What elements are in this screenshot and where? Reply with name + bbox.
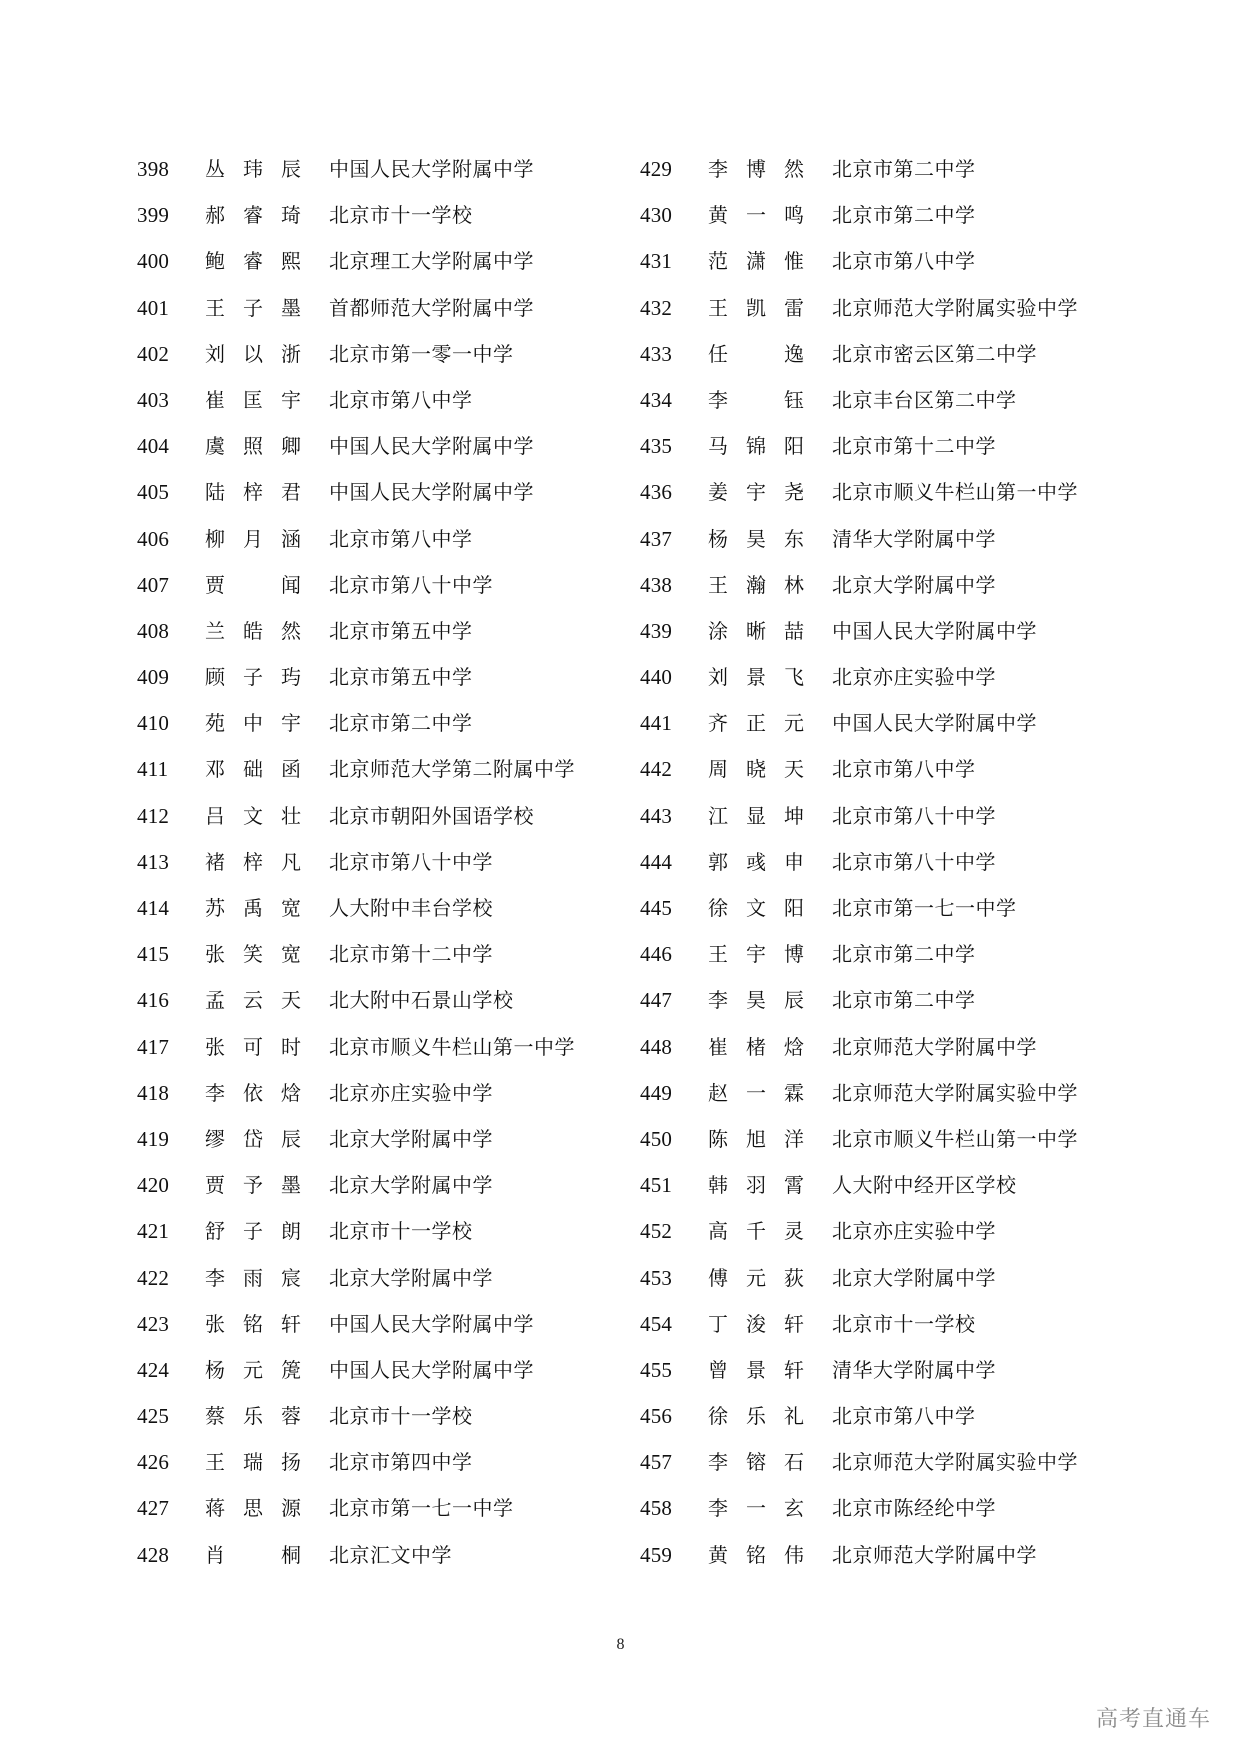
school-name: 北京市第八十中学 <box>832 803 996 828</box>
entry-number: 430 <box>640 203 673 228</box>
entry-number: 449 <box>640 1080 673 1105</box>
school-name: 北京市第二中学 <box>832 988 976 1013</box>
list-item <box>137 1127 575 1173</box>
entry-number: 418 <box>137 1080 170 1105</box>
entry-number: 457 <box>640 1450 673 1475</box>
school-name: 北京市第五中学 <box>329 618 473 643</box>
entry-number: 415 <box>137 942 170 967</box>
entry-number: 424 <box>137 1357 170 1382</box>
list-item <box>137 157 575 203</box>
student-name: 刘景飞 <box>708 665 804 690</box>
student-name: 齐正元 <box>708 711 804 736</box>
list-item <box>137 388 575 434</box>
school-name: 清华大学附属中学 <box>832 526 996 551</box>
student-name: 肖桐 <box>205 1542 301 1567</box>
school-name: 北京大学附属中学 <box>329 1173 493 1198</box>
entry-number: 433 <box>640 341 673 366</box>
school-name: 北京市第八十中学 <box>832 849 996 874</box>
list-item <box>137 757 575 803</box>
student-name: 曾景轩 <box>708 1357 804 1382</box>
list-item <box>640 157 1078 203</box>
list-item <box>137 1081 575 1127</box>
student-name: 邓础函 <box>205 757 301 782</box>
school-name: 北京亦庄实验中学 <box>832 1219 996 1244</box>
list-item <box>640 249 1078 295</box>
student-name: 舒子朗 <box>205 1219 301 1244</box>
student-name: 李钰 <box>708 387 804 412</box>
entry-number: 412 <box>137 803 170 828</box>
list-item <box>640 1035 1078 1081</box>
entry-number: 427 <box>137 1496 170 1521</box>
student-name: 杨昊东 <box>708 526 804 551</box>
student-name: 李依焓 <box>205 1080 301 1105</box>
school-name: 北大附中石景山学校 <box>329 988 514 1013</box>
school-name: 北京大学附属中学 <box>832 1265 996 1290</box>
list-item <box>640 1127 1078 1173</box>
school-name: 北京师范大学附属实验中学 <box>832 295 1078 320</box>
list-item <box>640 1173 1078 1219</box>
student-name: 马锦阳 <box>708 434 804 459</box>
entry-number: 408 <box>137 618 170 643</box>
entry-number: 417 <box>137 1034 170 1059</box>
school-name: 中国人民大学附属中学 <box>832 711 1037 736</box>
student-name: 柳月涵 <box>205 526 301 551</box>
list-item <box>137 1266 575 1312</box>
school-name: 北京市第八中学 <box>329 387 473 412</box>
entry-number: 419 <box>137 1126 170 1151</box>
list-item <box>640 757 1078 803</box>
entry-number: 423 <box>137 1311 170 1336</box>
student-name: 丛玮辰 <box>205 157 301 181</box>
student-name: 陈旭洋 <box>708 1126 804 1151</box>
school-name: 北京市第一七一中学 <box>832 896 1017 920</box>
school-name: 北京市十一学校 <box>832 1311 976 1336</box>
entry-number: 403 <box>137 387 170 412</box>
entry-number: 438 <box>640 572 673 597</box>
list-item <box>137 480 575 526</box>
list-item <box>640 619 1078 665</box>
entry-number: 411 <box>137 757 169 782</box>
entry-number: 456 <box>640 1404 673 1429</box>
student-name: 赵一霖 <box>708 1080 804 1105</box>
list-item <box>640 1081 1078 1127</box>
student-name: 徐文阳 <box>708 896 804 920</box>
entry-number: 432 <box>640 295 673 320</box>
entry-number: 404 <box>137 434 170 459</box>
list-item <box>640 573 1078 619</box>
student-name: 陆梓君 <box>205 480 301 505</box>
list-item <box>640 665 1078 711</box>
school-name: 北京市第二中学 <box>832 942 976 967</box>
entry-number: 448 <box>640 1034 673 1059</box>
student-name: 李雨宸 <box>205 1265 301 1290</box>
school-name: 北京市第八十中学 <box>329 572 493 597</box>
school-name: 北京市第八十中学 <box>329 849 493 874</box>
entry-number: 453 <box>640 1265 673 1290</box>
entry-number: 413 <box>137 849 170 874</box>
list-item <box>137 249 575 295</box>
list-item <box>640 711 1078 757</box>
list-item <box>640 1358 1078 1404</box>
list-item <box>640 434 1078 480</box>
list-item <box>137 665 575 711</box>
entry-number: 450 <box>640 1126 673 1151</box>
entry-number: 451 <box>640 1173 673 1198</box>
student-name: 顾子玙 <box>205 665 301 690</box>
school-name: 北京市第八中学 <box>832 1404 976 1429</box>
school-name: 北京市顺义牛栏山第一中学 <box>329 1034 575 1059</box>
list-item <box>137 850 575 896</box>
student-name: 张笑宽 <box>205 942 301 967</box>
list-item <box>137 1543 575 1589</box>
entry-number: 407 <box>137 572 170 597</box>
school-name: 北京师范大学第二附属中学 <box>329 757 575 782</box>
student-name: 刘以浙 <box>205 341 301 366</box>
student-name: 姜宇尧 <box>708 480 804 505</box>
list-item <box>640 1450 1078 1496</box>
school-name: 北京市第一七一中学 <box>329 1496 514 1521</box>
list-item <box>137 573 575 619</box>
entry-number: 409 <box>137 665 170 690</box>
student-name: 王瑞扬 <box>205 1450 301 1475</box>
school-name: 人大附中丰台学校 <box>329 896 493 920</box>
right-list-column <box>640 157 1078 1589</box>
entry-number: 441 <box>640 711 673 736</box>
entry-number: 406 <box>137 526 170 551</box>
school-name: 北京市第八中学 <box>329 526 473 551</box>
student-name: 蔡乐蓉 <box>205 1404 301 1429</box>
school-name: 北京大学附属中学 <box>329 1265 493 1290</box>
student-name: 苑中宇 <box>205 711 301 736</box>
left-list-column <box>137 157 575 1589</box>
school-name: 北京丰台区第二中学 <box>832 387 1017 412</box>
list-item <box>137 711 575 757</box>
school-name: 北京大学附属中学 <box>832 572 996 597</box>
list-item <box>640 850 1078 896</box>
student-name: 贾予墨 <box>205 1173 301 1198</box>
list-item <box>640 1496 1078 1542</box>
list-item <box>640 203 1078 249</box>
entry-number: 425 <box>137 1404 170 1429</box>
student-name: 虞照卿 <box>205 434 301 459</box>
student-name: 李博然 <box>708 157 804 181</box>
school-name: 北京市密云区第二中学 <box>832 341 1037 366</box>
list-item <box>137 804 575 850</box>
list-item <box>137 1219 575 1265</box>
student-name: 韩羽霄 <box>708 1173 804 1198</box>
entry-number: 429 <box>640 157 673 181</box>
school-name: 北京市第十二中学 <box>832 434 996 459</box>
list-item <box>137 1404 575 1450</box>
student-name: 崔匡宇 <box>205 387 301 412</box>
school-name: 北京师范大学附属中学 <box>832 1542 1037 1567</box>
student-name: 丁浚轩 <box>708 1311 804 1336</box>
list-item <box>640 296 1078 342</box>
school-name: 北京市第二中学 <box>329 711 473 736</box>
list-item <box>640 527 1078 573</box>
school-name: 北京师范大学附属实验中学 <box>832 1450 1078 1475</box>
list-item <box>137 527 575 573</box>
entry-number: 421 <box>137 1219 170 1244</box>
student-name: 范潇惟 <box>708 249 804 274</box>
school-name: 清华大学附属中学 <box>832 1357 996 1382</box>
entry-number: 401 <box>137 295 170 320</box>
student-name: 王瀚林 <box>708 572 804 597</box>
list-item <box>137 203 575 249</box>
school-name: 北京市第二中学 <box>832 203 976 228</box>
student-name: 李镕石 <box>708 1450 804 1475</box>
student-name: 郝睿琦 <box>205 203 301 228</box>
student-name: 王宇博 <box>708 942 804 967</box>
school-name: 北京市顺义牛栏山第一中学 <box>832 480 1078 505</box>
entry-number: 446 <box>640 942 673 967</box>
school-name: 北京市第一零一中学 <box>329 341 514 366</box>
list-item <box>640 988 1078 1034</box>
student-name: 兰皓然 <box>205 618 301 643</box>
student-name: 张铭轩 <box>205 1311 301 1336</box>
school-name: 北京汇文中学 <box>329 1542 452 1567</box>
student-name: 李一玄 <box>708 1496 804 1521</box>
student-name: 李昊辰 <box>708 988 804 1013</box>
school-name: 北京市十一学校 <box>329 203 473 228</box>
school-name: 北京理工大学附属中学 <box>329 249 534 274</box>
entry-number: 410 <box>137 711 170 736</box>
list-item <box>137 1312 575 1358</box>
student-name: 黄一鸣 <box>708 203 804 228</box>
student-name: 周晓天 <box>708 757 804 782</box>
entry-number: 454 <box>640 1311 673 1336</box>
student-name: 缪岱辰 <box>205 1126 301 1151</box>
list-item <box>640 480 1078 526</box>
student-name: 徐乐礼 <box>708 1404 804 1429</box>
entry-number: 400 <box>137 249 170 274</box>
entry-number: 435 <box>640 434 673 459</box>
list-item <box>137 988 575 1034</box>
student-name: 苏禹宽 <box>205 896 301 920</box>
list-item <box>640 1404 1078 1450</box>
student-name: 鲍睿熙 <box>205 249 301 274</box>
student-name: 褚梓凡 <box>205 849 301 874</box>
school-name: 北京市朝阳外国语学校 <box>329 803 534 828</box>
list-item <box>640 804 1078 850</box>
school-name: 中国人民大学附属中学 <box>329 1311 534 1336</box>
school-name: 北京市十一学校 <box>329 1404 473 1429</box>
school-name: 北京市第十二中学 <box>329 942 493 967</box>
student-name: 孟云天 <box>205 988 301 1013</box>
entry-number: 414 <box>137 896 170 920</box>
entry-number: 405 <box>137 480 170 505</box>
school-name: 北京市第五中学 <box>329 665 473 690</box>
entry-number: 431 <box>640 249 673 274</box>
list-item <box>137 342 575 388</box>
student-name: 张可时 <box>205 1034 301 1059</box>
list-item <box>137 942 575 988</box>
list-item <box>137 1496 575 1542</box>
school-name: 北京大学附属中学 <box>329 1126 493 1151</box>
school-name: 北京市陈经纶中学 <box>832 1496 996 1521</box>
entry-number: 416 <box>137 988 170 1013</box>
school-name: 首都师范大学附属中学 <box>329 295 534 320</box>
list-item <box>640 942 1078 988</box>
watermark-logo: 高考直通车 <box>1095 1707 1211 1732</box>
entry-number: 444 <box>640 849 673 874</box>
school-name: 北京市顺义牛栏山第一中学 <box>832 1126 1078 1151</box>
student-name: 任逸 <box>708 341 804 366</box>
school-name: 北京亦庄实验中学 <box>832 665 996 690</box>
entry-number: 426 <box>137 1450 170 1475</box>
school-name: 北京师范大学附属实验中学 <box>832 1080 1078 1105</box>
list-item <box>137 619 575 665</box>
school-name: 中国人民大学附属中学 <box>329 157 534 181</box>
student-name: 黄铭伟 <box>708 1542 804 1567</box>
list-item <box>137 1173 575 1219</box>
student-name: 贾闻 <box>205 572 301 597</box>
list-item <box>640 1543 1078 1589</box>
school-name: 北京市第八中学 <box>832 757 976 782</box>
list-item <box>137 1450 575 1496</box>
list-item <box>137 1035 575 1081</box>
entry-number: 422 <box>137 1265 170 1290</box>
entry-number: 439 <box>640 618 673 643</box>
entry-number: 443 <box>640 803 673 828</box>
list-item <box>137 434 575 480</box>
student-name: 吕文壮 <box>205 803 301 828</box>
entry-number: 399 <box>137 203 170 228</box>
entry-number: 442 <box>640 757 673 782</box>
student-name: 王子墨 <box>205 295 301 320</box>
school-name: 中国人民大学附属中学 <box>329 434 534 459</box>
student-name: 崔楮焓 <box>708 1034 804 1059</box>
entry-number: 398 <box>137 157 170 181</box>
entry-number: 452 <box>640 1219 673 1244</box>
entry-number: 420 <box>137 1173 170 1198</box>
student-name: 郭彧申 <box>708 849 804 874</box>
student-name: 蒋思源 <box>205 1496 301 1521</box>
entry-number: 455 <box>640 1357 673 1382</box>
student-name: 王凯雷 <box>708 295 804 320</box>
list-item <box>137 1358 575 1404</box>
entry-number: 459 <box>640 1542 673 1567</box>
school-name: 北京师范大学附属中学 <box>832 1034 1037 1059</box>
entry-number: 437 <box>640 526 673 551</box>
list-item <box>640 1266 1078 1312</box>
entry-number: 440 <box>640 665 673 690</box>
student-name: 高千灵 <box>708 1219 804 1244</box>
list-item <box>640 896 1078 942</box>
entry-number: 447 <box>640 988 673 1013</box>
school-name: 中国人民大学附属中学 <box>832 618 1037 643</box>
list-item <box>137 296 575 342</box>
student-name: 涂晰喆 <box>708 618 804 643</box>
school-name: 中国人民大学附属中学 <box>329 480 534 505</box>
student-name: 傅元荻 <box>708 1265 804 1290</box>
entry-number: 436 <box>640 480 673 505</box>
page-number: 8 <box>616 1636 625 1653</box>
entry-number: 428 <box>137 1542 170 1567</box>
list-item <box>640 1219 1078 1265</box>
school-name: 北京亦庄实验中学 <box>329 1080 493 1105</box>
entry-number: 434 <box>640 387 673 412</box>
list-item <box>640 388 1078 434</box>
school-name: 北京市第四中学 <box>329 1450 473 1475</box>
entry-number: 445 <box>640 896 673 920</box>
student-name: 杨元箎 <box>205 1357 301 1382</box>
student-name: 江显坤 <box>708 803 804 828</box>
school-name: 中国人民大学附属中学 <box>329 1357 534 1382</box>
school-name: 人大附中经开区学校 <box>832 1173 1017 1198</box>
school-name: 北京市第二中学 <box>832 157 976 181</box>
entry-number: 458 <box>640 1496 673 1521</box>
list-item <box>137 896 575 942</box>
list-item <box>640 342 1078 388</box>
list-item <box>640 1312 1078 1358</box>
school-name: 北京市十一学校 <box>329 1219 473 1244</box>
entry-number: 402 <box>137 341 170 366</box>
school-name: 北京市第八中学 <box>832 249 976 274</box>
